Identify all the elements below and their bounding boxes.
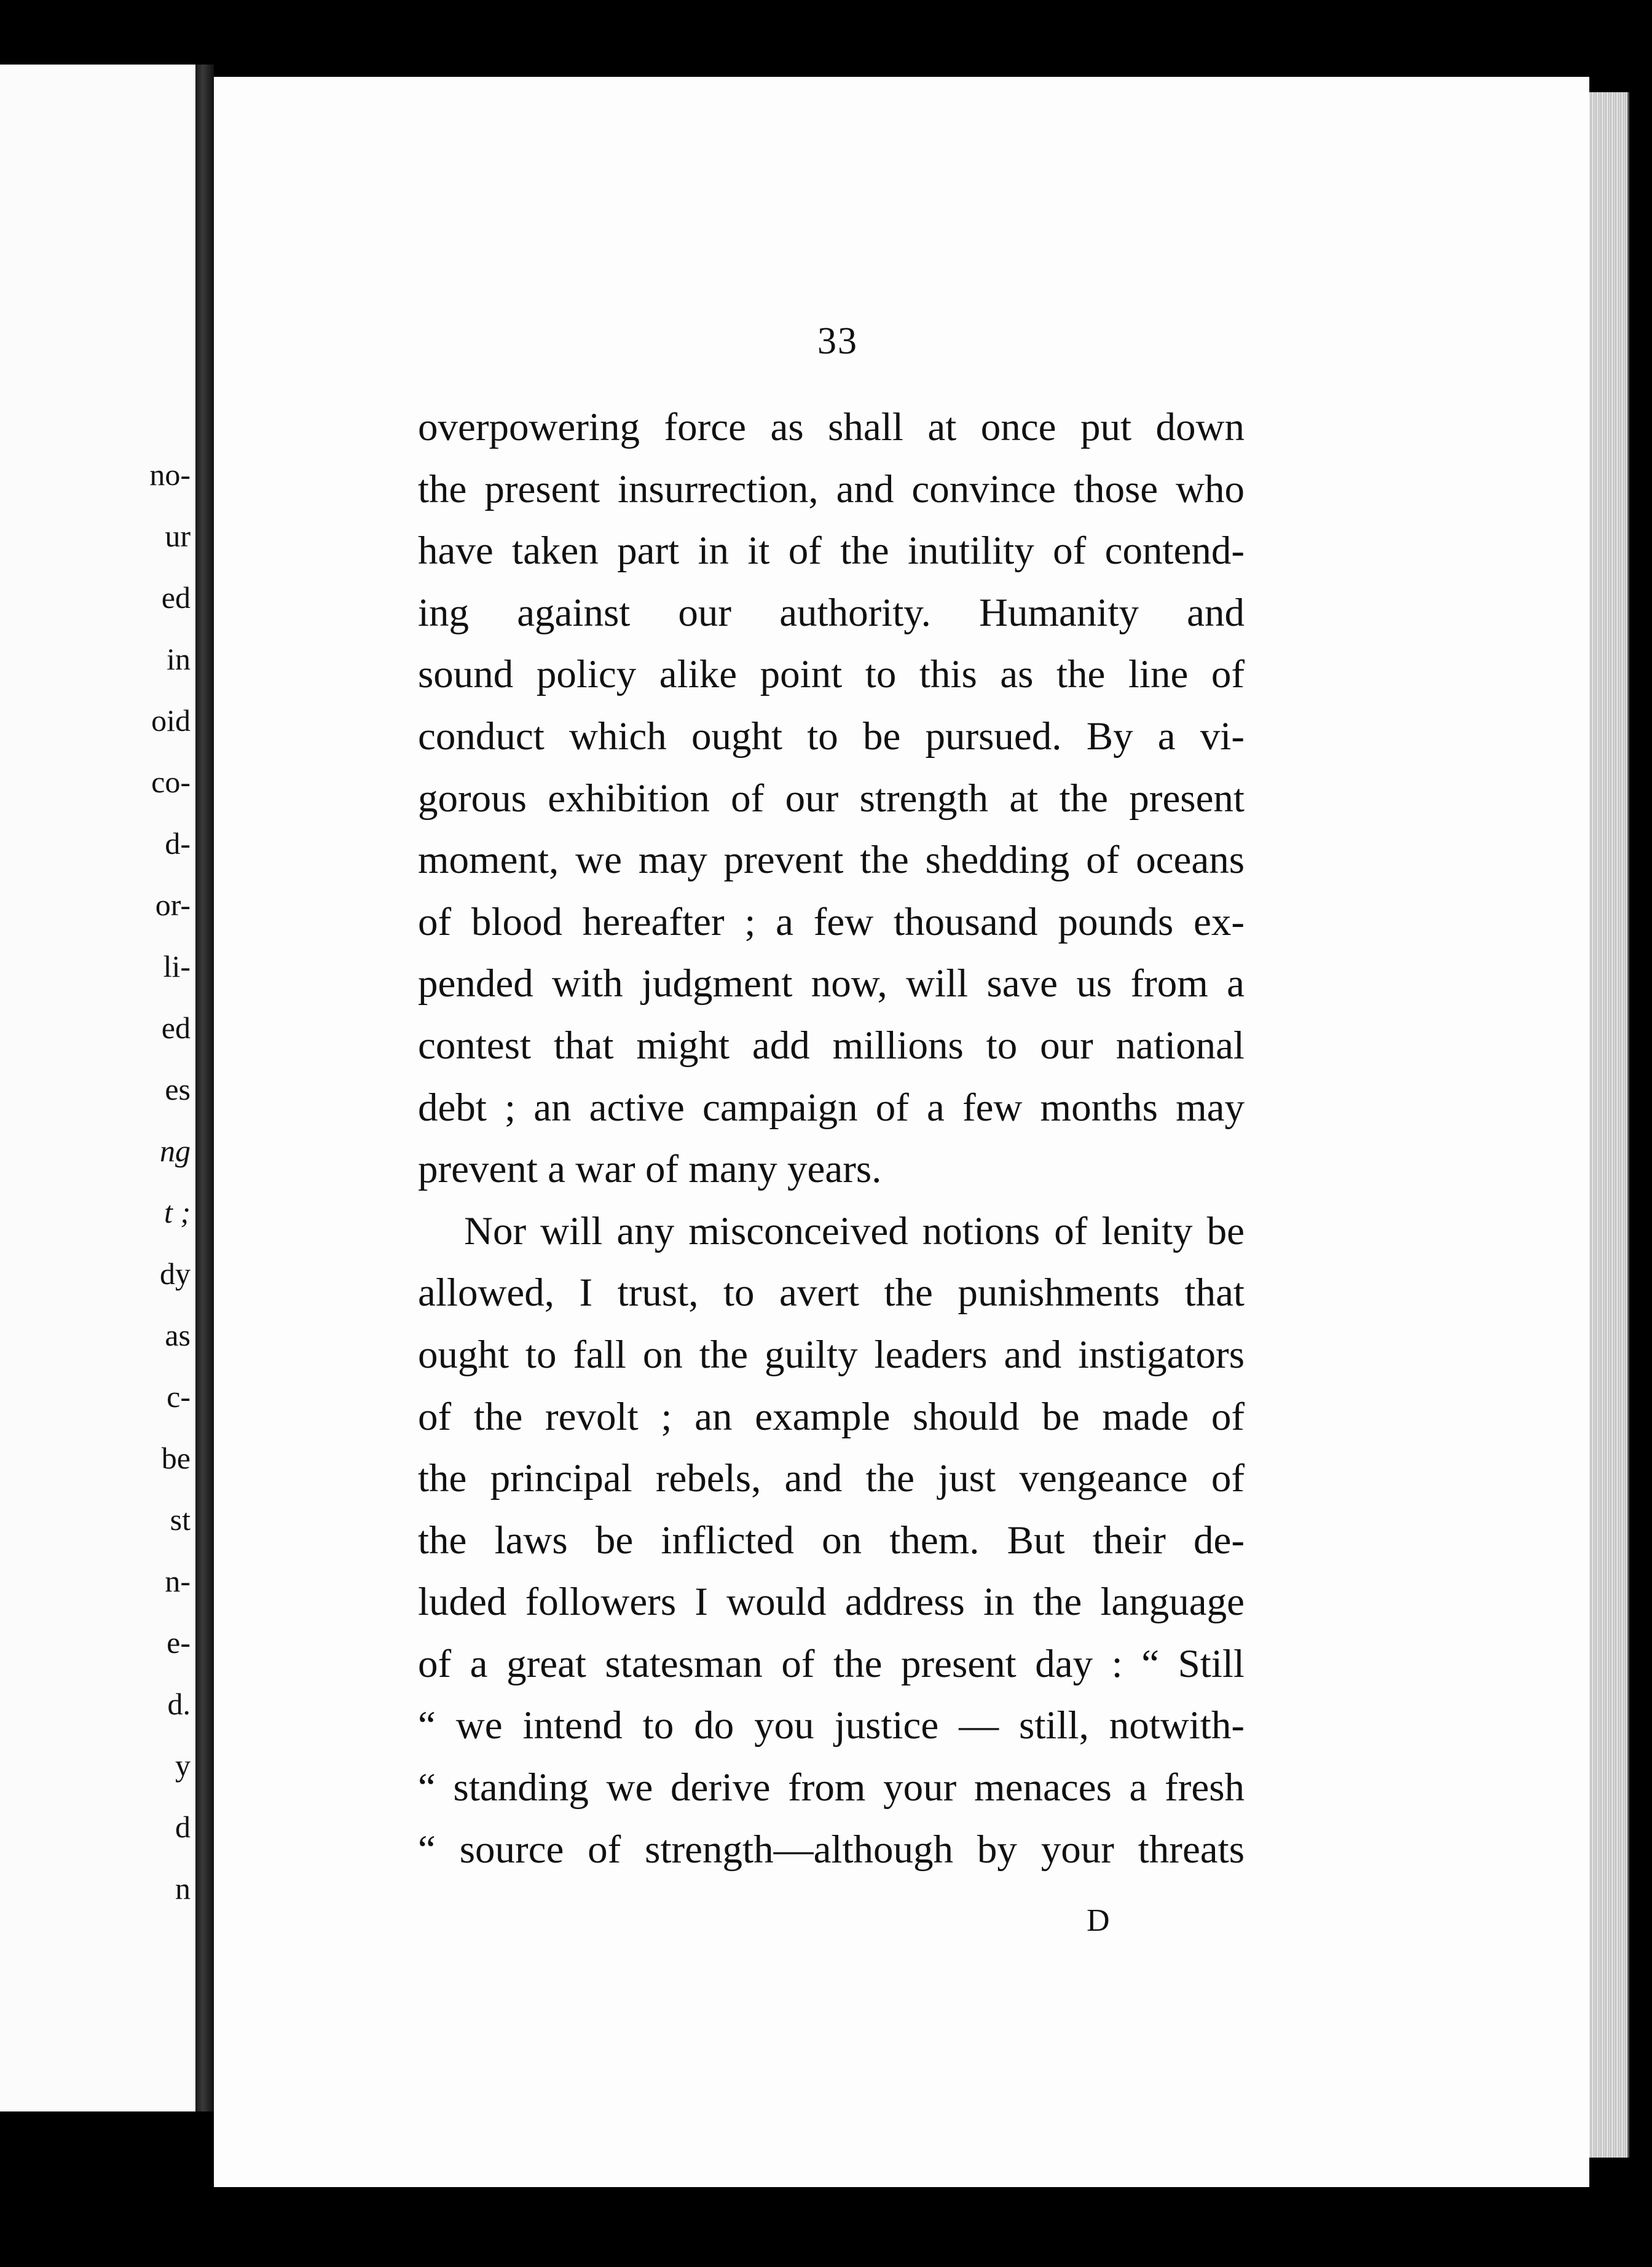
facing-page-fragment: as [165, 1318, 191, 1352]
facing-page-fragment: n [175, 1871, 191, 1906]
text-line: pended with judgment now, will save us from a [418, 961, 1245, 1006]
facing-page-fragment: d [175, 1810, 191, 1844]
text-line: of blood hereafter ; a few thousand pounds ex- [418, 899, 1245, 944]
facing-page-fragment: es [165, 1072, 191, 1106]
facing-page-fragment: ed [161, 580, 191, 615]
text-line: contest that might add millions to our national [418, 1023, 1245, 1068]
book-gutter [195, 65, 214, 2111]
signature-mark: D [1087, 1903, 1110, 1938]
facing-page-fragment: y [175, 1748, 191, 1783]
facing-page-fragment: st [170, 1502, 191, 1537]
facing-page-fragment: ur [165, 519, 191, 553]
text-line: “ standing we derive from your menaces a fresh [418, 1765, 1245, 1810]
text-line: the laws be inflicted on them. But their de- [418, 1518, 1245, 1563]
text-line: “ source of strength—although by your threats [418, 1827, 1245, 1872]
text-line: the principal rebels, and the just vengeance of [418, 1456, 1245, 1501]
body-text [418, 396, 1245, 1880]
text-line: ing against our authority. Humanity and [418, 590, 1245, 635]
facing-page-fragment: be [161, 1441, 191, 1475]
text-line: of the revolt ; an example should be made of [418, 1394, 1245, 1439]
page-edges [1589, 92, 1629, 2158]
text-line: sound policy alike point to this as the line of [418, 652, 1245, 697]
text-line: moment, we may prevent the shedding of oceans [418, 838, 1245, 883]
text-line: the present insurrection, and convince those who [418, 467, 1245, 511]
facing-page-fragment: ed [161, 1011, 191, 1045]
facing-page-fragment: oid [151, 703, 191, 738]
text-line: luded followers I would address in the language [418, 1580, 1245, 1625]
text-line: prevent a war of many years. [418, 1147, 882, 1192]
facing-page-fragment: d- [165, 826, 191, 861]
text-line: allowed, I trust, to avert the punishments that [418, 1271, 1245, 1315]
text-line: “ we intend to do you justice — still, notwith- [418, 1703, 1245, 1748]
text-line: ought to fall on the guilty leaders and instigators [418, 1332, 1245, 1377]
text-line: have taken part in it of the inutility of contend- [418, 529, 1245, 574]
facing-page-fragment: no- [149, 457, 191, 492]
facing-page-fragment: co- [151, 765, 191, 799]
facing-page-fragment: e- [167, 1625, 191, 1660]
facing-page-fragment: c- [167, 1379, 191, 1414]
facing-page-fragment: in [167, 642, 191, 676]
facing-page-fragment: li- [163, 949, 191, 984]
facing-page-fragment: d. [167, 1687, 191, 1721]
facing-page-left [0, 65, 200, 2111]
text-line: overpowering force as shall at once put down [418, 405, 1245, 449]
facing-page-fragment: t ; [163, 1195, 191, 1229]
text-line: of a great statesman of the present day : “ Still [418, 1641, 1245, 1686]
facing-page-fragment: n- [165, 1564, 191, 1598]
page-number: 33 [817, 320, 858, 362]
text-line: conduct which ought to be pursued. By a vi- [418, 714, 1245, 759]
paragraph-start-line: Nor will any misconceived notions of lenity be [464, 1208, 1245, 1253]
facing-page-fragment: dy [160, 1256, 191, 1291]
facing-page-fragment: or- [155, 888, 191, 922]
text-line: gorous exhibition of our strength at the present [418, 776, 1245, 821]
facing-page-fragment: ng [160, 1134, 191, 1168]
text-line: debt ; an active campaign of a few months may [418, 1085, 1245, 1130]
